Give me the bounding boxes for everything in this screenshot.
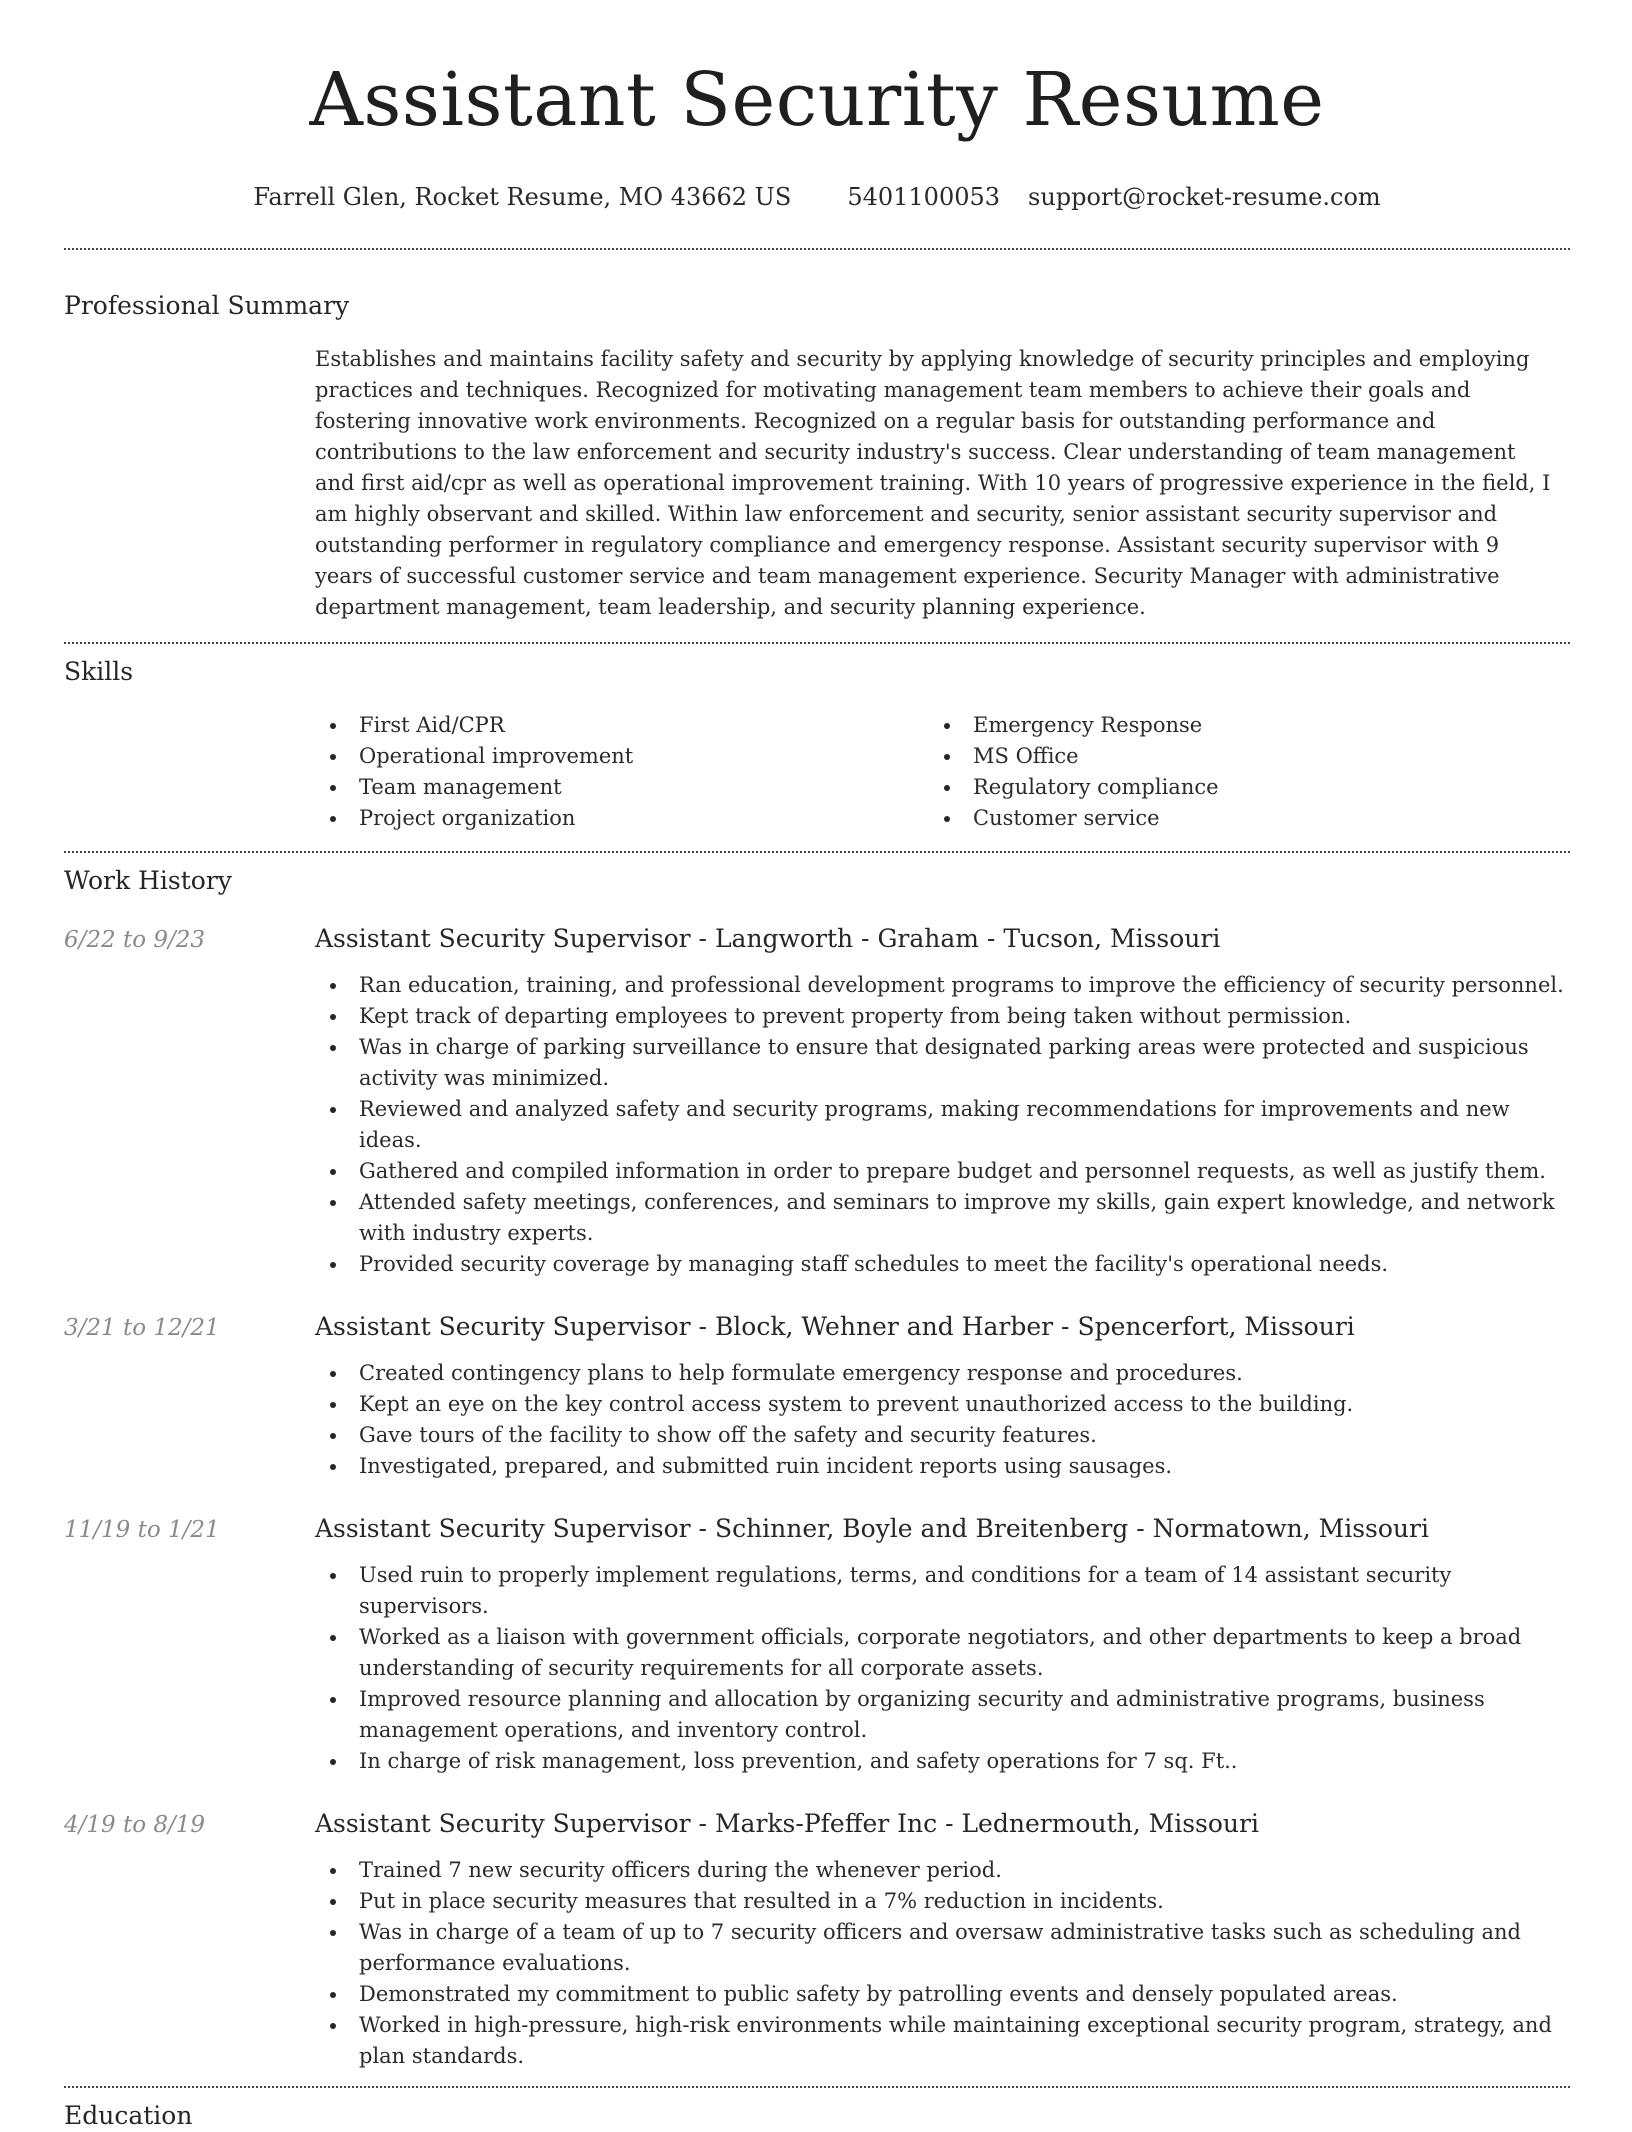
job-bullet: Improved resource planning and allocation by organizing security and administrative programs, business management operations, and inventory control. <box>315 1684 1570 1746</box>
contact-address: Farrell Glen, Rocket Resume, MO 43662 US <box>253 183 792 211</box>
job-bullets <box>315 1560 1570 1777</box>
job-dates: 6/22 to 9/23 <box>64 927 206 953</box>
job-bullets <box>315 1358 1570 1482</box>
job-bullet: Trained 7 new security officers during the whenever period. <box>315 1855 1570 1886</box>
job-bullet: Demonstrated my commitment to public safety by patrolling events and densely populated areas. <box>315 1979 1570 2010</box>
section-heading-education: Education <box>64 2101 193 2130</box>
skill-item: Regulatory compliance <box>929 772 1543 803</box>
skill-item: MS Office <box>929 741 1543 772</box>
divider <box>64 2086 1570 2088</box>
summary-text: Establishes and maintains facility safety and security by applying knowledge of security principles and employing practices and techniques. Recognized for motivating management team members to achieve their goals and fostering innovative work environments. Recognized on a regular basis for outstanding performance and contributions to the law enforcement and security industry's success. Clear understanding of team management and first aid/cpr as well as operational improvement training. With 10 years of progressive experience in the field, I am highly observant and skilled. Within law enforcement and security, senior assistant security supervisor and outstanding performer in regulatory compliance and emergency response. Assistant security supervisor with 9 years of successful customer service and team management experience. Security Manager with administrative department management, team leadership, and security planning experience. <box>315 347 1551 619</box>
section-heading-work-history: Work History <box>64 866 232 895</box>
skills-list <box>315 710 1570 834</box>
job-title: Assistant Security Supervisor - Marks-Pfeffer Inc - Lednermouth, Missouri <box>315 1809 1259 1838</box>
divider <box>64 851 1570 853</box>
skill-item: Team management <box>315 772 929 803</box>
job-bullet: Reviewed and analyzed safety and security programs, making recommendations for improvements and new ideas. <box>315 1094 1570 1156</box>
divider <box>64 642 1570 644</box>
job-bullet: In charge of risk management, loss prevention, and safety operations for 7 sq. Ft.. <box>315 1746 1570 1777</box>
job-bullet: Gave tours of the facility to show off the safety and security features. <box>315 1420 1570 1451</box>
resume-title: Assistant Security Resume <box>309 57 1325 143</box>
job-dates: 3/21 to 12/21 <box>64 1315 220 1341</box>
job-bullet: Gathered and compiled information in order to prepare budget and personnel requests, as well as justify them. <box>315 1156 1570 1187</box>
job-bullet: Used ruin to properly implement regulations, terms, and conditions for a team of 14 assistant security supervisors. <box>315 1560 1570 1622</box>
contact-line <box>64 182 1570 212</box>
job-title: Assistant Security Supervisor - Schinner, Boyle and Breitenberg - Normatown, Missouri <box>315 1514 1429 1543</box>
job-header <box>64 923 1570 956</box>
skills-column-right <box>929 710 1543 834</box>
job-dates: 4/19 to 8/19 <box>64 1812 206 1838</box>
job-dates: 11/19 to 1/21 <box>64 1517 220 1543</box>
contact-email[interactable]: support@rocket-resume.com <box>1028 183 1381 211</box>
job-bullet: Worked as a liaison with government officials, corporate negotiators, and other departments to keep a broad understanding of security requirements for all corporate assets. <box>315 1622 1570 1684</box>
job-entry <box>64 1513 1570 1777</box>
job-entry <box>64 923 1570 1280</box>
job-title: Assistant Security Supervisor - Langworth - Graham - Tucson, Missouri <box>315 924 1221 953</box>
job-bullet: Investigated, prepared, and submitted ruin incident reports using sausages. <box>315 1451 1570 1482</box>
section-heading-skills: Skills <box>64 657 134 686</box>
skill-item: Project organization <box>315 803 929 834</box>
section-heading-summary: Professional Summary <box>64 291 350 320</box>
job-header <box>64 1513 1570 1546</box>
skill-item: Operational improvement <box>315 741 929 772</box>
job-bullet: Created contingency plans to help formulate emergency response and procedures. <box>315 1358 1570 1389</box>
job-bullet: Kept an eye on the key control access system to prevent unauthorized access to the building. <box>315 1389 1570 1420</box>
job-header <box>64 1311 1570 1344</box>
skills-column-left <box>315 710 929 834</box>
job-bullet: Was in charge of parking surveillance to ensure that designated parking areas were protected and suspicious activity was minimized. <box>315 1032 1570 1094</box>
job-bullet: Put in place security measures that resulted in a 7% reduction in incidents. <box>315 1886 1570 1917</box>
job-bullet: Attended safety meetings, conferences, and seminars to improve my skills, gain expert knowledge, and network with industry experts. <box>315 1187 1570 1249</box>
skill-item: Customer service <box>929 803 1543 834</box>
job-bullets <box>315 1855 1570 2072</box>
skill-item: First Aid/CPR <box>315 710 929 741</box>
skill-item: Emergency Response <box>929 710 1543 741</box>
job-bullet: Was in charge of a team of up to 7 security officers and oversaw administrative tasks such as scheduling and performance evaluations. <box>315 1917 1570 1979</box>
job-entry <box>64 1311 1570 1482</box>
divider <box>64 248 1570 250</box>
contact-phone: 5401100053 <box>847 183 1001 211</box>
job-header <box>64 1808 1570 1841</box>
job-bullet: Ran education, training, and professional development programs to improve the efficiency of security personnel. <box>315 970 1570 1001</box>
job-bullet: Provided security coverage by managing staff schedules to meet the facility's operational needs. <box>315 1249 1570 1280</box>
resume-page <box>64 0 1570 2130</box>
job-bullet: Worked in high-pressure, high-risk environments while maintaining exceptional security program, strategy, and plan standards. <box>315 2010 1570 2072</box>
job-title: Assistant Security Supervisor - Block, Wehner and Harber - Spencerfort, Missouri <box>315 1312 1355 1341</box>
job-bullets <box>315 970 1570 1280</box>
job-entry <box>64 1808 1570 2072</box>
job-bullet: Kept track of departing employees to prevent property from being taken without permission. <box>315 1001 1570 1032</box>
